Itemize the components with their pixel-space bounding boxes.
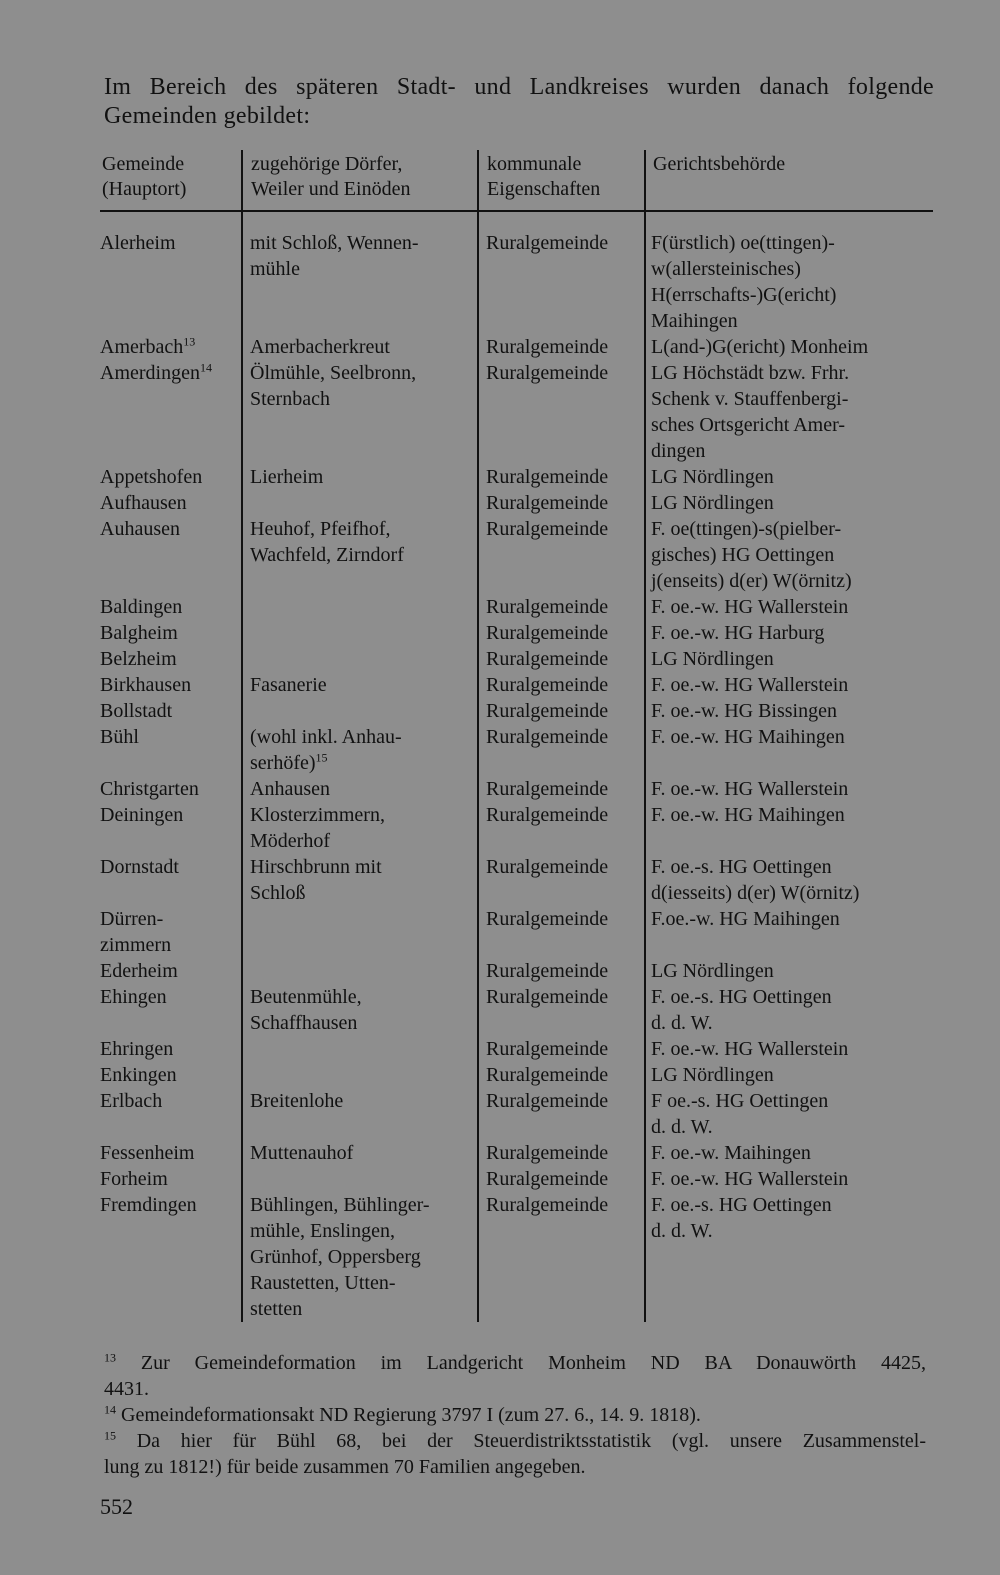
cell-eigenschaft: Ruralgemeinde: [486, 622, 609, 644]
cell-eigenschaft: Ruralgemeinde: [486, 778, 609, 800]
cell-gericht: F oe.-s. HG Oettingen d. d. W.: [651, 1090, 829, 1138]
header-gericht: Gerichtsbehörde: [653, 153, 786, 175]
cell-doerfer: Klosterzimmern, Möderhof: [250, 804, 385, 852]
cell-doerfer: Amerbacherkreut: [250, 336, 390, 358]
cell-eigenschaft: Ruralgemeinde: [486, 960, 609, 982]
cell-gemeinde: Baldingen: [100, 596, 183, 618]
cell-gemeinde: Amerdingen$^{14}$: [100, 360, 212, 384]
cell-gemeinde: Ederheim: [100, 960, 178, 982]
cell-gericht: LG Nördlingen: [651, 648, 774, 670]
cell-gemeinde: Fremdingen: [100, 1194, 197, 1216]
cell-eigenschaft: Ruralgemeinde: [486, 908, 609, 930]
footnote-number: 13: [104, 1350, 116, 1365]
cell-doerfer: Breitenlohe: [250, 1090, 344, 1112]
cell-gericht: LG Höchstädt bzw. Frhr. Schenk v. Stauffenbergi- sches Ortsgericht Amer- dingen: [651, 362, 850, 462]
cell-doerfer: Heuhof, Pfeifhof, Wachfeld, Zirndorf: [250, 518, 404, 566]
cell-gericht: F. oe.-w. HG Wallerstein: [651, 674, 849, 696]
cell-gericht: F. oe.-w. HG Maihingen: [651, 726, 845, 748]
cell-gemeinde: Fessenheim: [100, 1142, 195, 1164]
cell-doerfer: Bühlingen, Bühlinger- mühle, Enslingen, Grünhof, Oppersberg Raustetten, Utten- stetten: [250, 1194, 430, 1320]
cell-eigenschaft: Ruralgemeinde: [486, 232, 609, 254]
cell-eigenschaft: Ruralgemeinde: [486, 856, 609, 878]
cell-gericht: F. oe.-w. Maihingen: [651, 1142, 811, 1164]
header-gemeinde: Gemeinde (Hauptort): [102, 153, 187, 200]
cell-gemeinde: Ehingen: [100, 986, 167, 1008]
municipality-table: [100, 150, 933, 1325]
cell-eigenschaft: Ruralgemeinde: [486, 648, 609, 670]
cell-eigenschaft: Ruralgemeinde: [486, 1064, 609, 1086]
cell-eigenschaft: Ruralgemeinde: [486, 674, 609, 696]
cell-gericht: F. oe.-s. HG Oettingen d(iesseits) d(er) W(örnitz): [651, 856, 860, 904]
footnote-line: 4431.: [104, 1378, 149, 1400]
cell-eigenschaft: Ruralgemeinde: [486, 492, 609, 514]
cell-eigenschaft: Ruralgemeinde: [486, 1090, 609, 1112]
cell-gericht: F. oe.-s. HG Oettingen d. d. W.: [651, 1194, 832, 1242]
cell-gericht: F. oe(ttingen)-s(pielber- gisches) HG Oettingen j(enseits) d(er) W(örnitz): [651, 518, 852, 592]
cell-gericht: F. oe.-w. HG Wallerstein: [651, 1168, 849, 1190]
cell-eigenschaft: Ruralgemeinde: [486, 726, 609, 748]
cell-doerfer: Anhausen: [250, 778, 330, 800]
column-divider: [477, 150, 479, 1322]
cell-doerfer: Beutenmühle, Schaffhausen: [250, 986, 362, 1034]
cell-eigenschaft: Ruralgemeinde: [486, 1142, 609, 1164]
cell-gemeinde: Bollstadt: [100, 700, 173, 722]
cell-gericht: LG Nördlingen: [651, 466, 774, 488]
cell-gemeinde: Auhausen: [100, 518, 180, 540]
cell-doerfer: Ölmühle, Seelbronn, Sternbach: [250, 362, 417, 410]
cell-gericht: LG Nördlingen: [651, 1064, 774, 1086]
footnote-marker: 14: [199, 360, 212, 375]
cell-eigenschaft: Ruralgemeinde: [486, 1168, 609, 1190]
footnote-number: 15: [104, 1428, 116, 1443]
cell-eigenschaft: Ruralgemeinde: [486, 804, 609, 826]
cell-doerfer: Lierheim: [250, 466, 324, 488]
column-divider: [241, 150, 243, 1322]
cell-gericht: F. oe.-w. HG Bissingen: [651, 700, 837, 722]
footnotes: [104, 1350, 926, 1480]
cell-gericht: F(ürstlich) oe(ttingen)- w(allersteinisches) H(errschafts-)G(ericht) Maihingen: [651, 232, 837, 332]
cell-doerfer: Hirschbrunn mit Schloß: [250, 856, 382, 904]
cell-gemeinde: Belzheim: [100, 648, 177, 670]
footnote-line: $^{13}$ Zur Gemeindeformation im Landgericht Monheim ND BA Donauwörth 4425,: [104, 1350, 926, 1374]
intro-paragraph: [104, 73, 934, 131]
column-divider: [644, 150, 646, 1322]
intro-line-2: Gemeinden gebildet:: [104, 103, 311, 129]
cell-gemeinde: Balgheim: [100, 622, 178, 644]
cell-gericht: F. oe.-w. HG Maihingen: [651, 804, 845, 826]
footnote-line: $^{15}$ Da hier für Bühl 68, bei der Steuerdistriktsstatistik (vgl. unsere Zusammenstel-: [104, 1428, 926, 1452]
cell-eigenschaft: Ruralgemeinde: [486, 518, 609, 540]
cell-gemeinde: Ehringen: [100, 1038, 174, 1060]
cell-gemeinde: Bühl: [100, 726, 139, 748]
cell-doerfer: Muttenauhof: [250, 1142, 354, 1164]
cell-gericht: F. oe.-w. HG Harburg: [651, 622, 825, 644]
intro-line-1: Im Bereich des späteren Stadt- und Landkreises wurden danach folgende: [104, 74, 934, 100]
cell-gemeinde: Erlbach: [100, 1090, 163, 1112]
header-doerfer: zugehörige Dörfer, Weiler und Einöden: [251, 153, 411, 200]
cell-gericht: F. oe.-w. HG Wallerstein: [651, 1038, 849, 1060]
cell-gemeinde: Forheim: [100, 1168, 168, 1190]
cell-gericht: LG Nördlingen: [651, 492, 774, 514]
cell-doerfer: Fasanerie: [250, 674, 327, 696]
cell-gemeinde: Alerheim: [100, 232, 176, 254]
cell-doerfer: (wohl inkl. Anhau- serhöfe)$^{15}$: [250, 726, 402, 774]
cell-gericht: F. oe.-w. HG Wallerstein: [651, 596, 849, 618]
footnote-line: $^{14}$ Gemeindeformationsakt ND Regierung 3797 I (zum 27. 6., 14. 9. 1818).: [104, 1402, 701, 1426]
header-eigenschaften: kommunale Eigenschaften: [487, 153, 601, 200]
cell-gemeinde: Birkhausen: [100, 674, 192, 696]
cell-eigenschaft: Ruralgemeinde: [486, 1194, 609, 1216]
cell-eigenschaft: Ruralgemeinde: [486, 336, 609, 358]
footnote-marker: 15: [315, 750, 328, 765]
cell-eigenschaft: Ruralgemeinde: [486, 700, 609, 722]
cell-gericht: F. oe.-w. HG Wallerstein: [651, 778, 849, 800]
cell-gemeinde: Appetshofen: [100, 466, 203, 488]
cell-gericht: L(and-)G(ericht) Monheim: [651, 336, 869, 358]
cell-gemeinde: Christgarten: [100, 778, 199, 800]
cell-doerfer: mit Schloß, Wennen- mühle: [250, 232, 419, 280]
cell-eigenschaft: Ruralgemeinde: [486, 466, 609, 488]
page-number: 552: [100, 1494, 133, 1519]
cell-gemeinde: Aufhausen: [100, 492, 187, 514]
cell-gemeinde: Amerbach$^{13}$: [100, 334, 196, 358]
footnote-line: lung zu 1812!) für beide zusammen 70 Familien angegeben.: [104, 1456, 586, 1478]
cell-eigenschaft: Ruralgemeinde: [486, 596, 609, 618]
cell-gemeinde: Dürren- zimmern: [100, 908, 172, 956]
footnote-number: 14: [104, 1402, 116, 1417]
cell-gericht: LG Nördlingen: [651, 960, 774, 982]
cell-gericht: F.oe.-w. HG Maihingen: [651, 908, 840, 930]
cell-gemeinde: Dornstadt: [100, 856, 179, 878]
footnote-marker: 13: [183, 334, 196, 349]
cell-eigenschaft: Ruralgemeinde: [486, 362, 609, 384]
cell-gemeinde: Enkingen: [100, 1064, 177, 1086]
header-rule: [100, 210, 933, 212]
cell-gemeinde: Deiningen: [100, 804, 184, 826]
cell-eigenschaft: Ruralgemeinde: [486, 1038, 609, 1060]
cell-eigenschaft: Ruralgemeinde: [486, 986, 609, 1008]
cell-gericht: F. oe.-s. HG Oettingen d. d. W.: [651, 986, 832, 1034]
